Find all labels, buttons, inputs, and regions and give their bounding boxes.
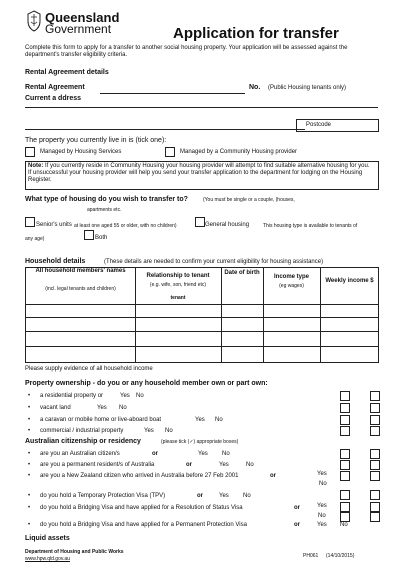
postcode-field[interactable] [296,119,379,132]
ownership-no: No [165,428,173,434]
ownership-yes-checkbox[interactable] [340,403,350,413]
ownership-yes: Yes [120,393,130,399]
footer-dept: Department of Housing and Public Works [25,549,124,555]
ownership-yes: Yes [144,428,154,434]
housing-hint: (You must be single or a couple, (houses, [203,197,295,203]
managed-by-community-label: Managed by a Community Housing provider [180,149,298,155]
ownership-item-text: a residential property or [40,393,104,399]
footer-date: (14/10/2015) [326,553,355,559]
citizenship-or: or [294,522,300,528]
citizenship-yes-checkbox[interactable] [340,449,350,459]
ownership-yes-checkbox[interactable] [340,415,350,425]
col-income-type-hint: (eg wages) [279,283,304,289]
rental-agreement-field[interactable] [100,93,245,94]
citizenship-no: No [318,513,326,519]
address-line-2[interactable] [25,129,305,130]
seniors-units-checkbox[interactable] [25,217,35,227]
citizenship-item-text: are you a permanent resident/s of Australia [40,462,155,468]
no-hint: (Public Housing tenants only) [268,85,347,91]
note-box [25,161,379,190]
note-text: If you currently reside in Community Housing your housing provider will attempt to find suitable alternative housing for you. If unsuccessful your housing provider will help you send your transfer application to the department for lodging on the Housing Register. [28,163,370,183]
citizenship-or: or [186,462,192,468]
liquid-assets-heading: Liquid assets [25,535,70,542]
citizenship-yes-checkbox[interactable] [340,502,350,512]
ownership-yes: Yes [195,417,205,423]
ownership-no: No [119,405,127,411]
col-relationship-tenant: tenant [170,295,186,301]
footer-code: PH061 [303,553,319,559]
citizenship-yes-checkbox[interactable] [340,471,350,481]
citizenship-or: or [294,505,300,511]
both-label: Both [95,235,108,241]
citizenship-or: or [197,493,203,499]
household-heading: Household details [25,258,86,265]
citizenship-item-text: do you hold a Bridging Visa and have applied for a Resolution of Status Visa [40,505,243,511]
rental-agreement-label: Rental Agreement [25,84,85,91]
col-names-hint: (incl. legal tenants and children) [45,286,116,292]
both-checkbox[interactable] [84,230,94,240]
citizenship-yes: Yes [198,451,208,457]
citizenship-no: No [246,462,254,468]
managed-by-housing-checkbox[interactable] [25,147,35,157]
ownership-no-checkbox[interactable] [370,415,380,425]
ownership-yes-checkbox[interactable] [340,391,350,401]
citizenship-no-checkbox[interactable] [370,490,380,500]
footer-url[interactable]: www.hpw.qld.gov.au [25,556,70,562]
ownership-no-checkbox[interactable] [370,391,380,401]
citizenship-yes: Yes [219,462,229,468]
citizenship-item-text: do you hold a Bridging Visa and have applied for a Permanent Protection Visa [40,522,247,528]
page-title: Application for transfer [173,25,339,42]
qld-crest-logo [26,10,42,32]
citizenship-no: No [340,522,348,528]
citizenship-no-checkbox[interactable] [370,449,380,459]
no-label: No. [249,84,261,91]
citizenship-hint: (please tick (✓) appropriate boxes) [161,439,239,445]
citizenship-yes: Yes [317,471,327,477]
citizenship-no: No [319,481,327,487]
citizenship-yes: Yes [317,522,327,528]
ownership-no: No [136,393,144,399]
seniors-units-label: Senior's units [36,222,72,228]
ownership-item-text: vacant land [40,405,71,411]
citizenship-yes-checkbox[interactable] [340,460,350,470]
ownership-yes: Yes [97,405,107,411]
any-age-note: any age) [25,236,45,242]
ownership-yes-checkbox[interactable] [340,426,350,436]
ownership-no-checkbox[interactable] [370,403,380,413]
citizenship-or: or [152,451,158,457]
citizenship-no-checkbox[interactable] [370,512,380,522]
citizenship-yes-checkbox[interactable] [340,490,350,500]
household-footnote: Please supply evidence of all household income [25,366,153,372]
citizenship-item-text: are you a New Zealand citizen who arrived in Australia before 27 Feb 2001 [40,473,239,479]
current-address-label: Current a ddress [25,95,82,102]
ownership-no: No [215,417,223,423]
citizenship-or: or [270,473,276,479]
logo-line-2: Government [45,22,112,36]
ownership-no-checkbox[interactable] [370,426,380,436]
address-line-1[interactable] [25,107,378,108]
managed-by-community-checkbox[interactable] [165,147,175,157]
household-subheading: (These details are needed to confirm your current eligibility for housing assistance) [104,259,324,265]
citizenship-no-checkbox[interactable] [370,460,380,470]
housing-question: What type of housing do you wish to transfer to? [25,196,188,203]
col-weekly-income: Weekly income $ [325,278,374,284]
property-question: The property you currently live in is (tick one): [25,137,167,144]
citizenship-no: No [222,451,230,457]
citizenship-item-text: are you an Australian citizen/s [40,451,120,457]
ownership-item-text: commercial / industrial property [40,428,124,434]
citizenship-yes: Yes [317,503,327,509]
rental-heading: Rental Agreement details [25,69,109,76]
citizenship-no-checkbox[interactable] [370,502,380,512]
citizenship-no: No [243,493,251,499]
postcode-label: Postcode [306,122,332,128]
general-housing-label: General housing [205,222,250,228]
col-names: All household members' names [35,268,126,274]
general-housing-note: This housing type is available to tenants of [263,223,358,229]
citizenship-heading: Australian citizenship or residency [25,438,141,445]
col-relationship-hint: (e.g. wife, son, friend etc) [149,282,207,288]
ownership-heading: Property ownership - do you or any household member own or part own: [25,380,268,387]
note-label: Note: [28,163,44,169]
citizenship-no-checkbox[interactable] [370,471,380,481]
col-dob: Date of birth [224,270,260,276]
citizenship-item-text: do you hold a Temporary Protection Visa (TPV) [40,493,166,499]
intro-text: Complete this form to apply for a transfer to another social housing property. Your application will be assessed against the department's transfer eligibility criteria. [25,45,348,58]
col-income-type: Income type [273,274,309,280]
citizenship-yes-checkbox[interactable] [340,512,350,522]
ownership-item-text: a caravan or mobile home or live-aboard boat [40,417,162,423]
col-relationship: Relationship to tenant [146,273,210,279]
housing-hint-2: apartments etc. [87,207,122,213]
managed-by-housing-label: Managed by Housing Services [40,149,122,155]
crest-icon [26,10,42,32]
citizenship-yes: Yes [219,493,229,499]
seniors-units-note: at least one aged 55 or older, with no children) [74,223,177,229]
logo-line-1: Queensland [45,10,120,25]
general-housing-checkbox[interactable] [195,217,205,227]
